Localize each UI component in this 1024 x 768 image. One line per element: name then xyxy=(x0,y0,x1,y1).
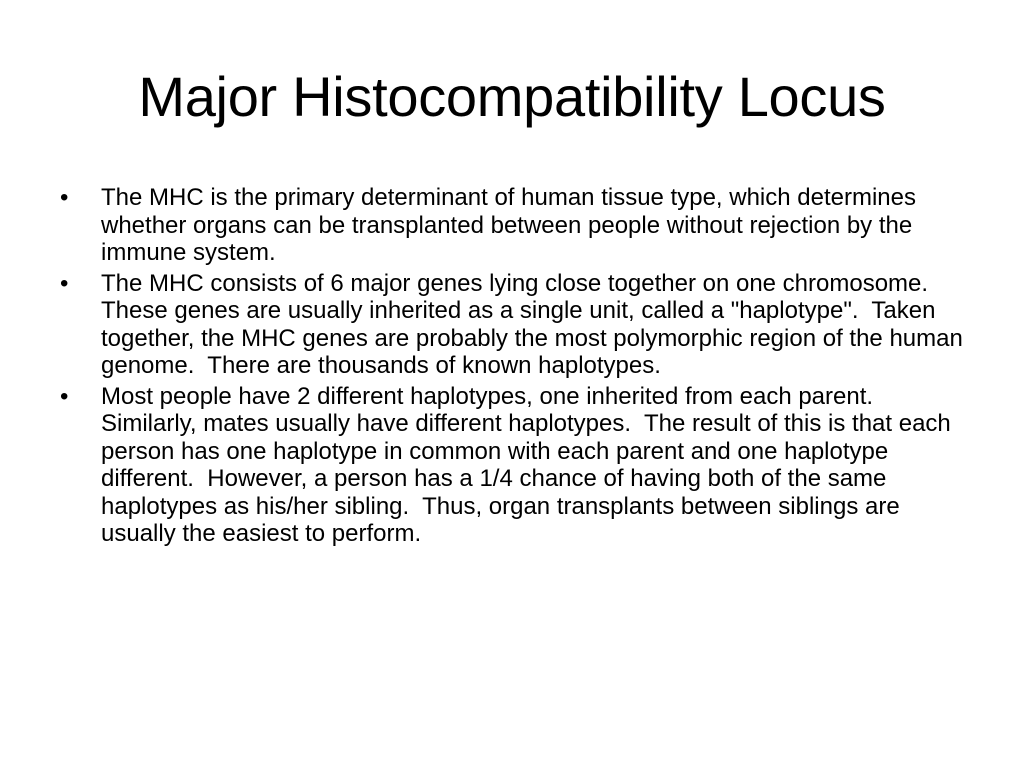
bullet-text: The MHC is the primary determinant of human tissue type, which determines whether organs can be transplanted between people without rejection by the immune system. xyxy=(101,184,923,266)
bullet-icon: • xyxy=(60,382,69,410)
bullet-item-haplotypes xyxy=(60,383,970,548)
bullet-icon: • xyxy=(60,184,69,211)
bullet-text: Most people have 2 different haplotypes, one inherited from each parent. Similarly, mates usually have different haplotypes. The result of this is that each person has one haplotype in common with each parent and one haplotype different. However, a person has a 1/4 chance of having both of the same haplotypes as his/her sibling. Thus, organ transplants between siblings are usually the easiest to perform. xyxy=(101,382,958,547)
bullet-item-mhc-genes xyxy=(60,270,970,380)
bullet-icon: • xyxy=(60,269,69,297)
bullet-item-mhc-definition xyxy=(60,184,970,267)
bullet-list xyxy=(60,184,970,551)
slide-title: Major Histocompatibility Locus xyxy=(138,65,886,128)
bullet-text: The MHC consists of 6 major genes lying close together on one chromosome. These genes are usually inherited as a single unit, called a "haplotype". Taken together, the MHC genes are probably the most polymorphic region of the human genome. There are thousands of known haplotypes. xyxy=(101,269,970,379)
